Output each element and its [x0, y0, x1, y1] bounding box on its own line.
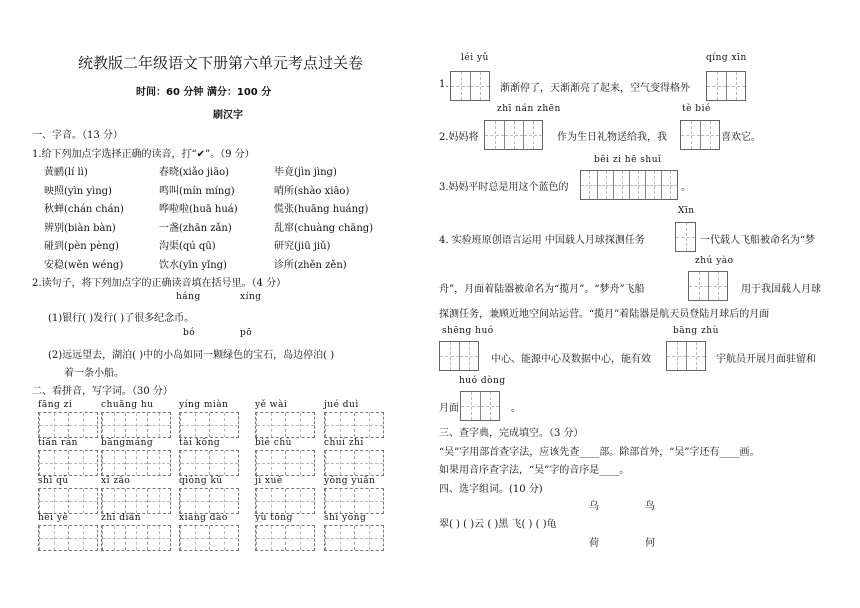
pinyin-label: xī zǎo [101, 476, 131, 486]
pronunciation-item[interactable]: 哨所(shào xiāo) [274, 185, 350, 197]
section4-heading: 四、选字组词。(10 分) [439, 484, 543, 495]
writing-box[interactable] [179, 488, 239, 514]
writing-box[interactable] [179, 412, 239, 438]
writing-box[interactable] [101, 412, 171, 438]
pinyin-label: chuāng hu [101, 400, 154, 410]
writing-box[interactable] [324, 525, 384, 551]
pinyin-label: yíng miàn [179, 400, 229, 410]
r1-text: 渐渐停了，天渐渐亮了起来，空气变得格外 [500, 83, 690, 94]
r4-text-5b: 。 [511, 403, 521, 414]
r3-text: 3.妈妈平时总是用这个蓝色的 [439, 182, 569, 193]
pinyin-label: tài kōng [179, 438, 221, 448]
r4-text-4b: 宇航员开展月面驻留和 [716, 354, 816, 365]
section3-line1: “吴”字用部首查字法，应该先查____部。除部首外，“吴”字还有____画。 [439, 447, 760, 458]
pinyin-label: tiān rán [38, 438, 78, 448]
writing-box[interactable] [255, 525, 315, 551]
r4-pinyin-a: Xīn [678, 206, 695, 216]
pinyin-label: hēi yè [38, 513, 69, 523]
pronunciation-item[interactable]: 安稳(wěn wéng) [44, 259, 124, 271]
r4-pinyin-c: shēng huó [442, 326, 494, 336]
pronunciation-item[interactable]: 饮水(yīn yǐng) [159, 259, 227, 271]
section4-char-he2: 何 [645, 538, 655, 549]
pronunciation-item[interactable]: 慌张(huāng huáng) [274, 204, 369, 215]
r1-pinyin-a: léi yǔ [461, 53, 489, 63]
r2-pinyin-b: tè bié [682, 104, 711, 114]
r4-text-1: 4. 实验班原创语言运用 中国载人月球探测任务 [439, 235, 645, 246]
r2-answer-box-a[interactable] [484, 120, 543, 150]
writing-box[interactable] [38, 412, 98, 438]
pinyin-label: yù tōng [255, 513, 293, 523]
writing-box[interactable] [324, 412, 384, 438]
pinyin-label: chuí zhí [324, 438, 364, 448]
section3-line2: 如果用音序查字法，“吴”字的音序是____。 [439, 465, 630, 476]
section1-heading: 一、字音。（13 分） [32, 130, 123, 141]
pronunciation-item[interactable]: 鸣叫(mín míng) [159, 185, 235, 197]
r4-text-1b: 一代载人飞船被命名为“梦 [700, 235, 816, 246]
pinyin-label: qióng kǔ [179, 476, 223, 486]
section4-char-niao: 鸟 [645, 501, 655, 512]
pinyin-label: bāngmáng [101, 438, 154, 448]
pinyin-label: yě wài [255, 400, 288, 410]
pinyin-label: bié chù [255, 438, 292, 448]
q2-sentence2-cont: 着一条小船。 [64, 368, 124, 379]
r4-answer-box-b[interactable] [688, 271, 728, 301]
pronunciation-item[interactable]: 沟渠(qú qū) [159, 241, 216, 252]
q2-pinyin-po: pō [240, 328, 253, 338]
q2-sentence2: (2)远远望去，湖泊( )中的小岛如同一颗绿色的宝石，岛边停泊( ) [48, 350, 335, 361]
q2-pinyin-xing: xíng [240, 292, 262, 302]
section-subtitle: 刷汉字 [213, 110, 243, 121]
writing-box[interactable] [101, 488, 171, 514]
section3-heading: 三、查字典，完成填空。（3 分） [439, 428, 584, 439]
writing-box[interactable] [179, 525, 239, 551]
r2-text: 作为生日礼物送给我，我 [557, 132, 667, 143]
pronunciation-item[interactable]: 哗啦啦(huā huá) [159, 204, 238, 215]
r2-answer-box-b[interactable] [680, 120, 720, 150]
pronunciation-item[interactable]: 秋蝉(chán chán) [44, 204, 124, 215]
r2-suffix: 喜欢它。 [721, 132, 761, 143]
pinyin-label: jué duì [324, 400, 359, 410]
r4-text-2a: 舟”，月面着陆器被命名为“揽月”。“梦舟”飞船 [439, 284, 645, 295]
writing-box[interactable] [101, 525, 171, 551]
writing-box[interactable] [38, 450, 98, 476]
r4-answer-box-d[interactable] [666, 341, 706, 371]
writing-box[interactable] [324, 488, 384, 514]
q2-pinyin-bo: bó [183, 328, 196, 338]
writing-box[interactable] [255, 450, 315, 476]
r4-pinyin-e: huó dòng [459, 376, 506, 386]
r1-prefix: 1. [439, 79, 449, 90]
r4-text-4a: 中心、能源中心及数据中心，能有效 [491, 354, 651, 365]
r1-pinyin-b: qíng xīn [706, 53, 747, 63]
section2-heading: 二、看拼音，写字词。（30 分） [32, 386, 173, 397]
pinyin-label: zhī diǎn [101, 513, 142, 523]
exam-meta: 时间：60 分钟 满分：100 分 [136, 87, 272, 98]
section4-char-he1: 荷 [589, 538, 599, 549]
r3-suffix: 。 [681, 182, 691, 193]
pinyin-label: shí yòng [324, 513, 367, 523]
pronunciation-item[interactable]: 一盏(zhān zǎn) [159, 222, 232, 234]
pinyin-label: fāng zi [38, 400, 73, 410]
writing-box[interactable] [179, 450, 239, 476]
pronunciation-item[interactable]: 毕竟(jìn jìng) [274, 167, 337, 178]
r3-pinyin: bēi zi hē shuǐ [594, 155, 662, 165]
r2-prefix: 2.妈妈将 [439, 132, 479, 143]
writing-box[interactable] [255, 488, 315, 514]
q2-pinyin-hang: háng [176, 292, 201, 302]
r4-text-5a: 月面 [439, 403, 459, 414]
q1-instruction: 1.给下列加点字选择正确的读音，打“✔”。（9 分） [32, 149, 255, 160]
r2-pinyin-a: zhī nán zhēn [497, 104, 561, 114]
r4-pinyin-b: zhú yào [695, 256, 734, 266]
r4-text-2b: 用于我国载人月球 [741, 284, 821, 295]
section4-char-wu: 乌 [589, 501, 599, 512]
r4-answer-box-c[interactable] [439, 341, 479, 371]
r1-answer-box-a[interactable] [450, 71, 490, 101]
page-title: 统教版二年级语文下册第六单元考点过关卷 [78, 54, 364, 72]
section4-row: 翠( ) ( )云 ( )黑 飞( ) ( )龟 [439, 519, 557, 530]
pronunciation-item[interactable]: 研究(jiū jiǔ) [274, 241, 331, 252]
pronunciation-item[interactable]: 黄鹂(lí lì) [44, 167, 88, 178]
r3-answer-box[interactable] [580, 170, 678, 200]
pronunciation-item[interactable]: 辨别(biàn bàn) [44, 222, 116, 234]
writing-box[interactable] [255, 412, 315, 438]
pinyin-label: xiāng dào [179, 513, 228, 523]
q2-instruction: 2.读句子，将下列加点字的正确读音填在括号里。（4 分） [32, 278, 287, 289]
pinyin-label: jì xuě [255, 476, 283, 486]
pinyin-label: shī qù [38, 476, 69, 486]
pronunciation-item[interactable]: 映照(yìn yìng) [44, 185, 112, 197]
pronunciation-item[interactable]: 春晓(xiǎo jiāo) [159, 167, 230, 178]
pronunciation-item[interactable]: 碰到(pèn pèng) [44, 241, 119, 252]
r4-text-3: 探测任务，兼顾近地空间站运营。“揽月”着陆器是航天员登陆月球后的月面 [439, 309, 770, 320]
r1-answer-box-b[interactable] [706, 71, 746, 101]
writing-box[interactable] [38, 525, 98, 551]
q2-sentence1: (1)银行( )发行( )了很多纪念币。 [48, 313, 195, 324]
r4-answer-box-e[interactable] [460, 391, 500, 421]
pronunciation-item[interactable]: 乱窜(chuàng chāng) [274, 222, 374, 234]
pinyin-label: yǒng yuǎn [324, 476, 376, 486]
writing-box[interactable] [38, 488, 98, 514]
writing-box[interactable] [101, 450, 171, 476]
writing-box[interactable] [324, 450, 384, 476]
pronunciation-item[interactable]: 诊所(zhěn zěn) [274, 259, 347, 271]
r4-pinyin-d: bāng zhù [673, 326, 719, 336]
r4-answer-box-a[interactable] [675, 222, 696, 252]
